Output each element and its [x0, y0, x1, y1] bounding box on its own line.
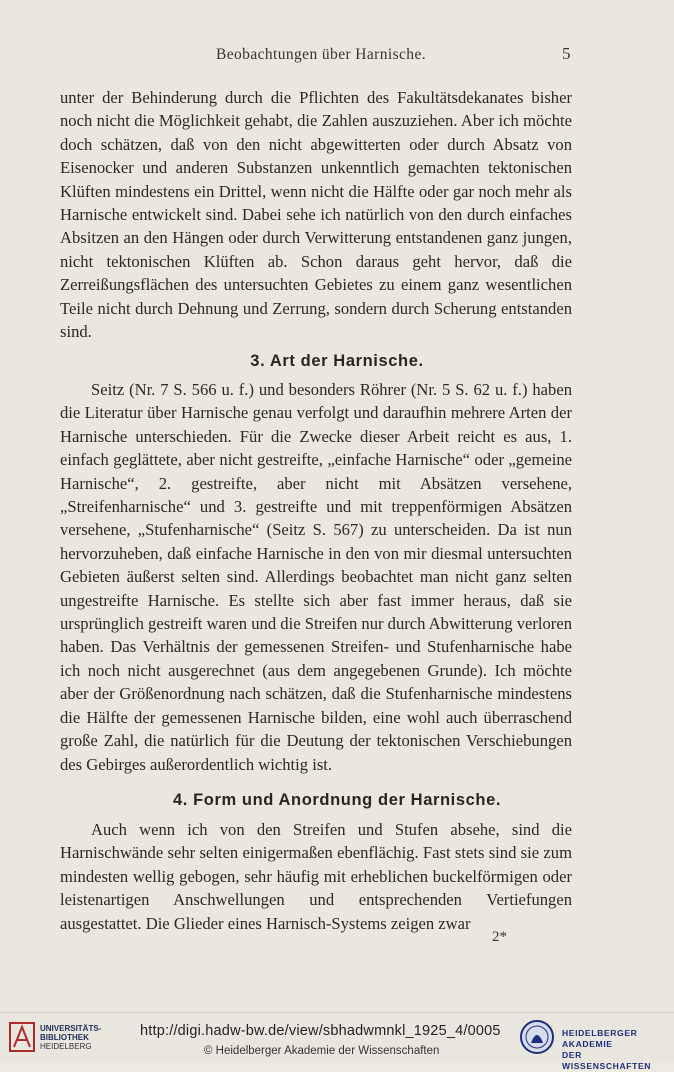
academy-seal-icon — [519, 1019, 555, 1055]
library-name-line3: HEIDELBERG — [40, 1042, 92, 1051]
academy-name[interactable] — [562, 1028, 674, 1072]
section-3-heading: 3. Art der Harnische. — [250, 352, 424, 370]
copyright-notice: © Heidelberger Akademie der Wissenschaften — [204, 1045, 440, 1057]
intro-paragraph: unter der Behinderung durch die Pflichten des Fakultätsdekanates bisher noch nicht die Möglichkeit gehabt, die Zahlen auszuziehen. Aber ich möchte doch schätzen, daß von den nicht abgewitterten oder durch Absatz von Eisenocker und anderen Substanzen unkenntlich gemachten tektonischen Klüften mindestens ein Drittel, wenn nicht die Hälfte oder gar noch mehr als Harnische entwickelt sind. Dabei sehe ich natürlich von den durch einfaches Absitzen an den Hängen oder durch Verwitterung entstandenen ganz jungen, nicht tektonischen Klüften ab. Schon daraus geht hervor, daß die Zerreißungsflächen des untersuchten Gebietes zu einem ganz wesentlichen Teile nicht durch Dehnung und Zerrung, sondern durch Scherung entstanden sind. — [60, 88, 572, 342]
signature-mark: 2* — [492, 929, 507, 945]
section-4-heading: 4. Form und Anordnung der Harnische. — [172, 791, 502, 809]
library-name-line1: UNIVERSITÄTS- — [40, 1024, 102, 1033]
section-4-paragraph: Auch wenn ich von den Streifen und Stufen absehe, sind die Harnischwände sehr selten einigermaßen ebenflächig. Fast stets sind sie zum mindesten wellig gebogen, sehr häufig mit erheblichen buckelförmigen oder leistenartigen Anschwellungen und entsprechenden Vertiefungen ausgestattet. Die Glieder eines Harnisch-Systems zeigen zwar — [60, 820, 572, 933]
section-4-block — [60, 818, 572, 935]
running-head-title: Beobachtungen über Harnische. — [216, 46, 427, 63]
viewer-footer — [0, 1012, 674, 1071]
library-name-line2: BIBLIOTHEK — [40, 1033, 89, 1042]
intro-paragraph-block — [60, 86, 572, 343]
section-3-paragraph: Seitz (Nr. 7 S. 566 u. f.) und besonders Röhrer (Nr. 5 S. 62 u. f.) haben die Literatur über Harnische genau verfolgt und daraufhin mehrere Arten der Harnische unterschieden. Für die Zwecke dieser Arbeit reicht es aus, 1. einfach geglättete, aber nicht gestreifte, „einfache Harnische“ oder „gemeine Harnische“, 2. gestreifte, aber nicht mit Absätzen versehene, „Streifenharnische“ und 3. gestreifte und mit treppenförmigen Absätzen versehene, „Stufenharnische“ (Seitz S. 567) zu unterscheiden. Da ist nun hervorzuheben, daß einfache Harnische in den von mir diesmal untersuchten Gebieten äußerst selten sind. Allerdings beobachtet man nicht ganz selten ungestreifte Harnische. Es stellte sich aber fast immer heraus, daß sie ursprünglich gestreift waren und die Streifen nur durch Abwitterung verloren haben. Das Verhältnis der gemessenen Streifen- und Stufenharnische habe ich noch nicht ausgerechnet (aus dem angegebenen Grunde). Ich möchte aber der Größenordnung nach schätzen, daß die Stufenharnische mindestens die Hälfte der gemessenen Harnische bilden, eine wohl auch überraschend große Zahl, die natürlich für die Deutung der tektonischen Verschiebungen des Gebirges außerordentlich wichtig ist. — [60, 380, 572, 774]
academy-name-line1: HEIDELBERGER AKADEMIE — [562, 1028, 638, 1049]
page-number: 5 — [562, 44, 571, 63]
section-3-block — [60, 378, 572, 776]
library-logo-icon — [8, 1021, 36, 1053]
library-name[interactable] — [40, 1024, 101, 1051]
running-head — [0, 46, 674, 68]
academy-name-line2: DER WISSENSCHAFTEN — [562, 1050, 652, 1071]
permalink-url[interactable]: http://digi.hadw-bw.de/view/sbhadwmnkl_1925_4/0005 — [140, 1023, 501, 1039]
